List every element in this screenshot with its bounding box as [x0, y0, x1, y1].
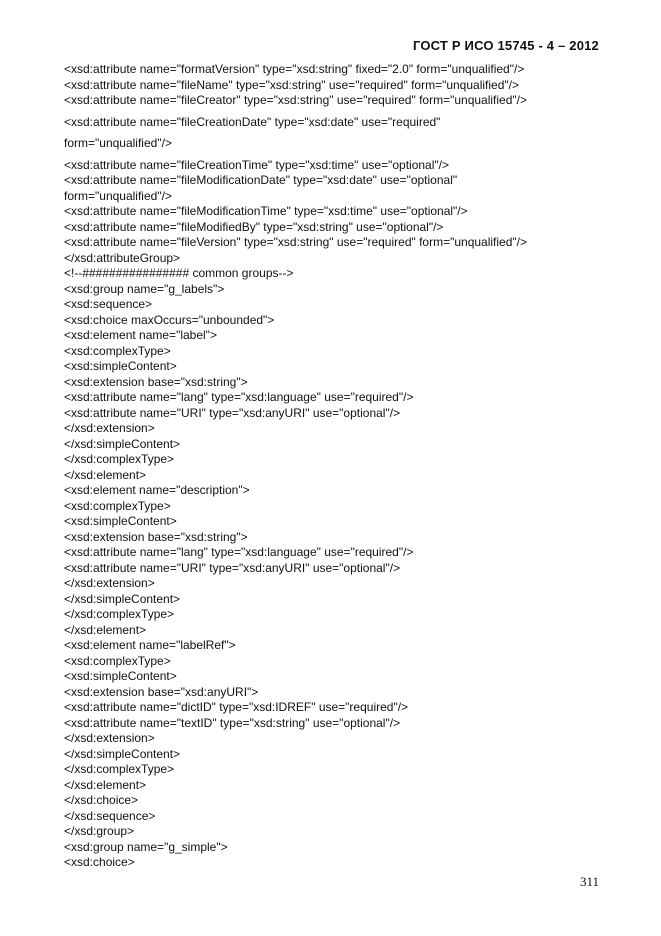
code-line: </xsd:extension>: [64, 731, 155, 745]
code-line: </xsd:sequence>: [64, 808, 156, 823]
code-line: <xsd:complexType>: [64, 653, 171, 668]
code-line: </xsd:choice>: [64, 793, 139, 807]
code-line: <xsd:attribute name="URI" type="xsd:anyURI" use="optional"/>: [64, 405, 401, 420]
code-line: </xsd:simpleContent>: [64, 436, 181, 451]
code-line: <xsd:choice maxOccurs="unbounded">: [64, 312, 275, 327]
code-line: <xsd:attribute name="fileModifiedBy" type="xsd:string" use="optional"/>: [64, 219, 444, 234]
code-line: </xsd:complexType>: [64, 762, 175, 776]
code-line: form="unqualified"/>: [64, 188, 172, 203]
code-line: </xsd:complexType>: [64, 452, 175, 466]
code-line: <xsd:complexType>: [64, 343, 171, 358]
code-line: </xsd:element>: [64, 467, 147, 482]
code-line: <xsd:attribute name="textID" type="xsd:string" use="optional"/>: [64, 715, 401, 730]
code-line: <xsd:sequence>: [64, 297, 153, 311]
code-line: <xsd:element name="label">: [64, 328, 217, 342]
code-line: <!--################ common groups-->: [64, 266, 294, 280]
code-line: </xsd:extension>: [64, 421, 155, 435]
page-number: 311: [579, 874, 599, 889]
code-line: </xsd:complexType>: [64, 607, 175, 621]
code-line: <xsd:attribute name="dictID" type="xsd:IDREF" use="required"/>: [64, 700, 409, 714]
code-line: </xsd:simpleContent>: [64, 591, 181, 606]
code-line: <xsd:extension base="xsd:string">: [64, 374, 248, 389]
code-line: </xsd:simpleContent>: [64, 746, 181, 761]
code-line: <xsd:attribute name="lang" type="xsd:language" use="required"/>: [64, 390, 414, 404]
code-line: <xsd:attribute name="fileCreationDate" type="xsd:date" use="required": [64, 114, 441, 129]
code-line: <xsd:simpleContent>: [64, 359, 177, 373]
code-line: <xsd:extension base="xsd:anyURI">: [64, 684, 259, 699]
code-line: <xsd:attribute name="fileName" type="xsd:string" use="required" form="unqualified"/>: [64, 77, 519, 92]
code-line: <xsd:element name="labelRef">: [64, 638, 236, 652]
code-line: <xsd:attribute name="fileCreationTime" type="xsd:time" use="optional"/>: [64, 157, 449, 172]
code-line: <xsd:element name="description">: [64, 483, 250, 497]
code-line: <xsd:attribute name="lang" type="xsd:language" use="required"/>: [64, 545, 414, 559]
code-line: </xsd:group>: [64, 824, 135, 838]
code-line: form="unqualified"/>: [64, 136, 172, 150]
code-line: <xsd:simpleContent>: [64, 669, 177, 683]
code-line: <xsd:choice>: [64, 855, 135, 869]
code-line: <xsd:attribute name="formatVersion" type="xsd:string" fixed="2.0" form="unqualified"/>: [64, 62, 525, 76]
code-line: </xsd:element>: [64, 622, 147, 637]
code-line: <xsd:attribute name="URI" type="xsd:anyURI" use="optional"/>: [64, 560, 401, 575]
code-line: <xsd:group name="g_labels">: [64, 281, 225, 296]
code-line: </xsd:element>: [64, 777, 147, 792]
code-line: </xsd:extension>: [64, 576, 155, 590]
code-line: <xsd:extension base="xsd:string">: [64, 529, 248, 544]
code-line: <xsd:complexType>: [64, 498, 171, 513]
code-line: <xsd:attribute name="fileModificationDate" type="xsd:date" use="optional": [64, 173, 458, 187]
code-line: <xsd:group name="g_simple">: [64, 839, 228, 854]
code-line: <xsd:simpleContent>: [64, 514, 177, 528]
code-listing: [64, 62, 604, 871]
document-header: ГОСТ Р ИСО 15745 - 4 – 2012: [412, 38, 599, 53]
code-line: </xsd:attributeGroup>: [64, 250, 181, 265]
code-line: <xsd:attribute name="fileVersion" type="xsd:string" use="required" form="unqualified"/>: [64, 235, 528, 249]
code-line: <xsd:attribute name="fileModificationTime" type="xsd:time" use="optional"/>: [64, 204, 468, 218]
code-line: <xsd:attribute name="fileCreator" type="xsd:string" use="required" form="unqualified"/>: [64, 93, 527, 107]
